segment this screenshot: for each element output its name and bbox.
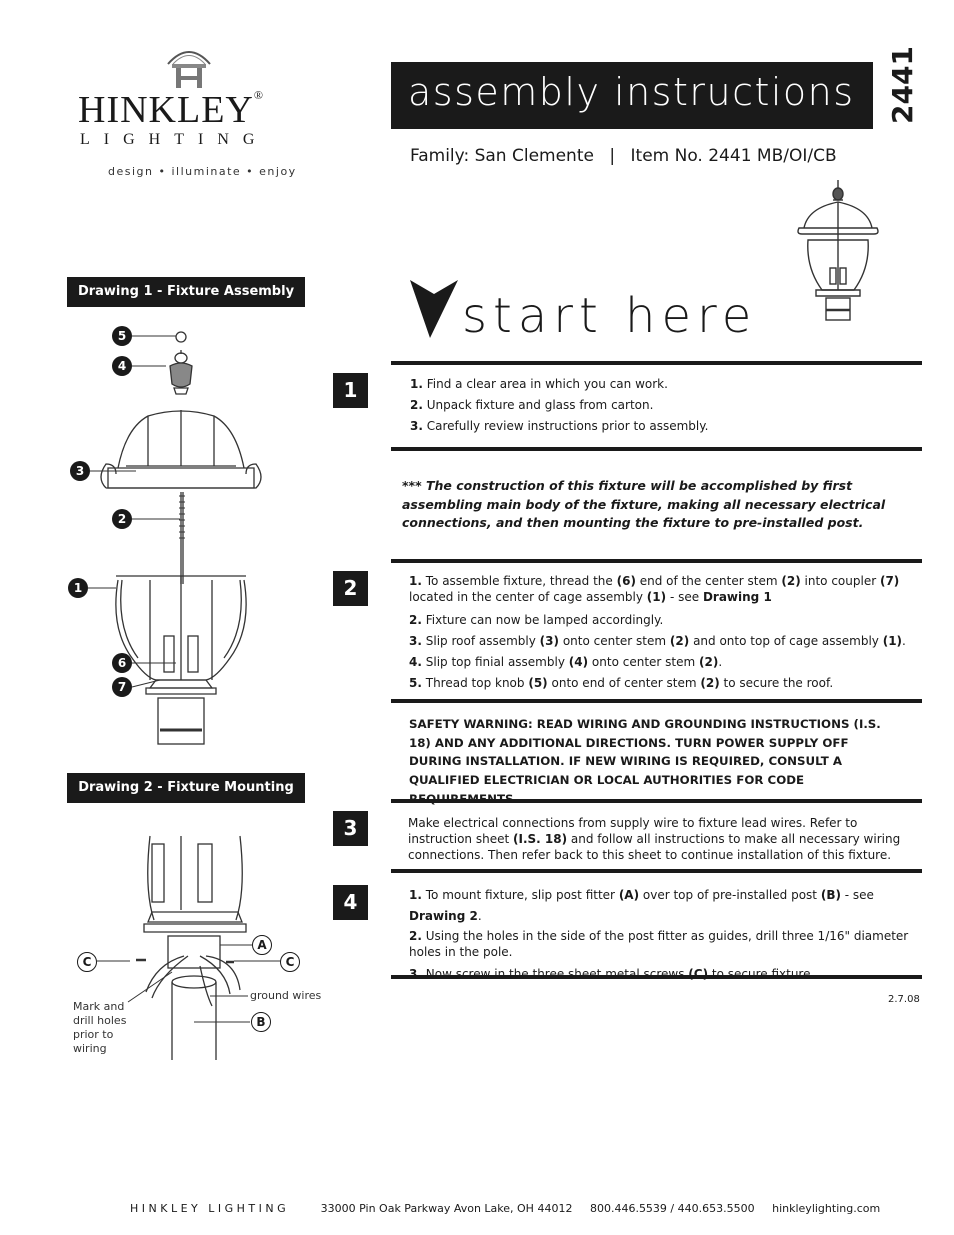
drawing2-title: Drawing 2 - Fixture Mounting <box>67 773 305 803</box>
revision-date: 2.7.08 <box>888 994 920 1005</box>
divider-top <box>391 361 922 365</box>
footer <box>130 1202 880 1215</box>
callout-c-right: C <box>280 952 300 972</box>
page-title: assembly instructions <box>408 70 855 114</box>
step-4-list: 1. To mount fixture, slip post fitter (A) over top of pre-installed post (B) - see Drawing 2. 2. Using the holes in the side of the post fitter as guides, drill three 1/16" diameter holes in the pole. 3. Now screw in the three sheet metal screws (C) to secure fixture. <box>409 888 909 981</box>
family-item-line: Family: San Clemente | Item No. 2441 MB/OI/CB <box>410 146 837 166</box>
safety-warning: SAFETY WARNING: READ WIRING AND GROUNDING INSTRUCTIONS (I.S. 18) AND ANY ADDITIONAL DIRECTIONS. TURN POWER SUPPLY OFF DURING INSTALLATION. IF NEW WIRING IS REQUIRED, CONSULT A QUALIFIED ELECTRICIAN OR LOCAL AUTHORITIES FOR CODE REQUIREMENTS. <box>409 717 881 806</box>
step-3-badge: 3 <box>333 811 368 846</box>
drawing1-title: Drawing 1 - Fixture Assembly <box>67 277 305 307</box>
callout-3: 3 <box>70 461 90 481</box>
callout-4: 4 <box>112 356 132 376</box>
step-1-badge: 1 <box>333 373 368 408</box>
step-4-badge: 4 <box>333 885 368 920</box>
start-arrow-icon <box>410 280 458 340</box>
callout-5: 5 <box>112 326 132 346</box>
step-2-list: 1. To assemble fixture, thread the (6) end of the center stem (2) into coupler (7) located in the center of cage assembly (1) - see Drawing 1 2. Fixture can now be lamped accordingly. 3. Slip roof assembly (3) onto center stem (2) and onto top of cage assembly (1). 4. Slip top finial assembly (4) onto center stem (2). 5. Thread top knob (5) onto end of center stem (2) to secure the roof. <box>409 574 906 690</box>
callout-6: 6 <box>112 653 132 673</box>
callout-1: 1 <box>68 578 88 598</box>
divider-step2-bottom <box>391 699 922 703</box>
footer-brand: HINKLEY LIGHTING <box>130 1202 290 1215</box>
divider-step3-bottom <box>391 869 922 873</box>
item-number-vertical: 2441 <box>886 46 919 124</box>
footer-phone: 800.446.5539 / 440.653.5500 <box>589 1202 755 1215</box>
footer-website[interactable]: hinkleylighting.com <box>772 1202 881 1215</box>
callout-c-left: C <box>77 952 97 972</box>
callout-b: B <box>251 1012 271 1032</box>
mark-drill-label: Mark and drill holes prior to wiring <box>73 1000 127 1055</box>
logo-tagline: design • illuminate • enjoy <box>108 165 297 178</box>
construction-note: *** The construction of this fixture will be accomplished by first assembling main body of the fixture, making all necessary electrical connections, and then mounting the fixture to pre-installed post. <box>402 478 886 530</box>
step-2-badge: 2 <box>333 571 368 606</box>
product-lantern-image <box>796 178 880 324</box>
divider-step1 <box>391 447 922 451</box>
callout-a: A <box>252 935 272 955</box>
step-1-list: 1. Find a clear area in which you can work. 2. Unpack fixture and glass from carton. 3. Carefully review instructions prior to assembly. <box>410 377 709 433</box>
start-here-heading: start here <box>462 288 758 344</box>
logo-wordmark: HINKLEY® <box>78 88 264 131</box>
step-3-text: Make electrical connections from supply wire to fixture lead wires. Refer to instruction sheet (I.S. 18) and follow all instructions to make all necessary wiring connections. Then refer back to this sheet to continue installation of this fixture. <box>408 816 901 862</box>
callout-2: 2 <box>112 509 132 529</box>
drawing2-leader-lines <box>0 0 330 1060</box>
ground-wires-label: ground wires <box>250 989 322 1002</box>
footer-address: 33000 Pin Oak Parkway Avon Lake, OH 44012 <box>320 1202 573 1215</box>
logo-subtitle: LIGHTING <box>80 131 269 148</box>
divider-step2-top <box>391 559 922 563</box>
callout-7: 7 <box>112 677 132 697</box>
